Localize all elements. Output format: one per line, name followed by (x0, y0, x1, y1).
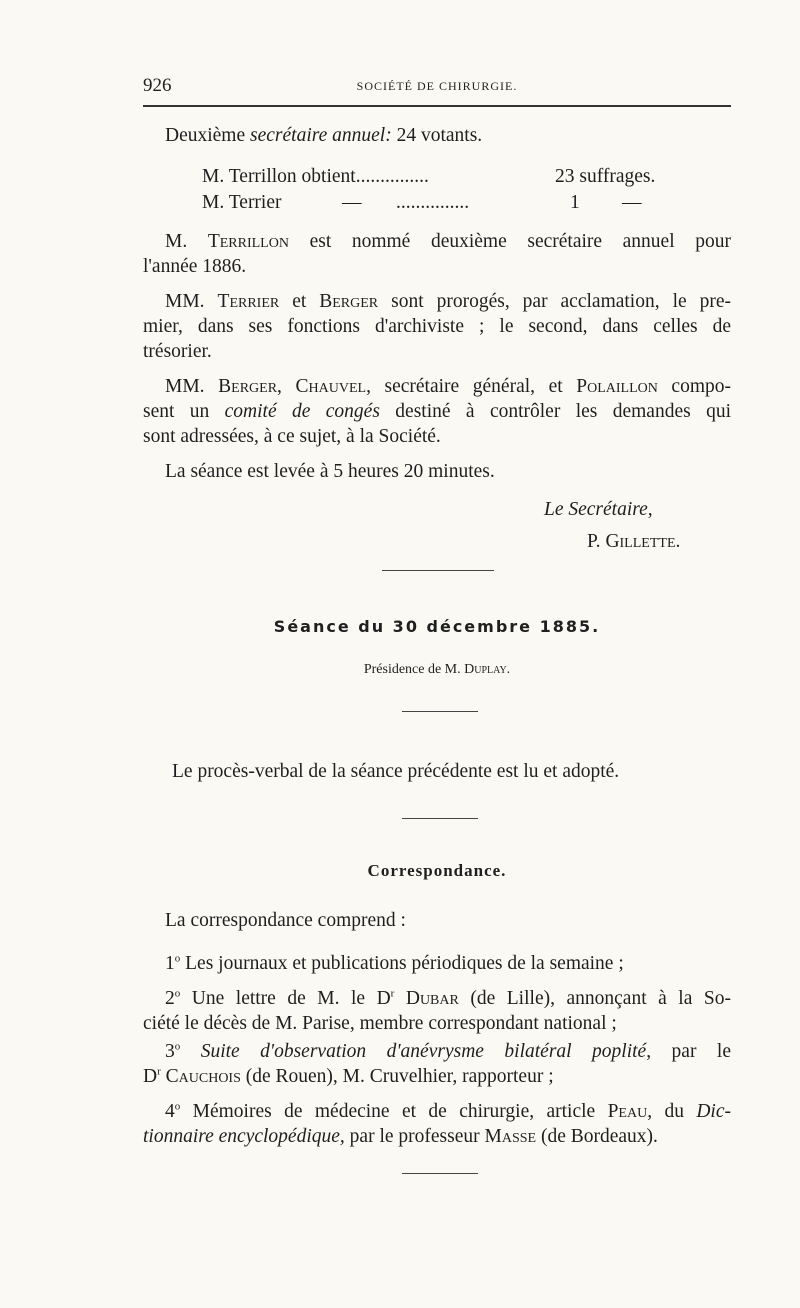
signature-name: P. Gillette. (587, 531, 681, 552)
page-number: 926 (143, 75, 172, 96)
end-rule (402, 1173, 478, 1174)
para3-line3: sont adressées, à ce sujet, à la Société. (143, 426, 441, 447)
session-title: Séance du 30 décembre 1885. (273, 617, 601, 636)
item-2-line1: 2$^o$ Une lettre de M. le $D^r$ Dubar (de Lille), annonçant à la So- (165, 987, 731, 1009)
vote-row-terrier-dots: ............... (396, 192, 470, 213)
closing-line: La séance est levée à 5 heures 20 minutes. (165, 461, 495, 482)
proces-verbal-line: Le procès-verbal de la séance précédente est lu et adopté. (172, 761, 620, 782)
running-title: SOCIÉTÉ DE CHIRURGIE. (356, 79, 518, 93)
vote-intro: Deuxième secrétaire annuel: 24 votants. (165, 125, 483, 146)
page-header (143, 75, 731, 99)
item-3-line2: $D^r$ Cauchois (de Rouen), M. Cruvelhier, rapporteur ; (143, 1065, 554, 1087)
item-4-line1: 4$^o$ Mémoires de médecine et de chirurgie, article Peau, du Dic- (165, 1100, 731, 1122)
correspondance-title: Correspondance. (367, 861, 507, 880)
item-1: 1$^o$ Les journaux et publications périodiques de la semaine ; (165, 952, 624, 974)
header-rule (143, 105, 731, 107)
separator-rule-2 (402, 711, 478, 712)
separator-rule-3 (402, 818, 478, 819)
vote-row-terrillon-name: M. Terrillon obtient............... (202, 166, 429, 187)
vote-row-terrier-name: M. Terrier (202, 192, 282, 213)
item-4-line2: tionnaire encyclopédique, par le professeur Masse (de Bordeaux). (143, 1126, 658, 1147)
para2-line2: mier, dans ses fonctions d'archiviste ; le second, dans celles de (143, 316, 731, 337)
para3-line2: sent un comité de congés destiné à contrôler les demandes qui (143, 401, 731, 422)
para2-line1: MM. Terrier et Berger sont prorogés, par acclamation, le pre- (165, 291, 731, 312)
signature-role: Le Secrétaire, (544, 499, 653, 520)
para1-line2: l'année 1886. (143, 256, 247, 277)
vote-row-terrier-ditto: — (622, 192, 642, 213)
para1-line1: M. Terrillon est nommé deuxième secrétaire annuel pour (165, 231, 731, 252)
vote-row-terrier-count: 1 (570, 192, 580, 213)
correspondance-intro: La correspondance comprend : (165, 910, 406, 931)
vote-row-terrillon-count: 23 suffrages. (555, 166, 656, 187)
item-3-line1: 3$^o$ Suite d'observation d'anévrysme bilatéral poplité, par le (165, 1040, 731, 1062)
item-2-line2: ciété le décès de M. Parise, membre correspondant national ; (143, 1013, 617, 1034)
para3-line1: MM. Berger, Chauvel, secrétaire général, et Polaillon compo- (165, 376, 731, 397)
para2-line3: trésorier. (143, 341, 212, 362)
presidence-line: Présidence de M. Duplay. (363, 662, 511, 677)
section-separator (382, 570, 494, 571)
vote-row-terrier-dash: — (342, 192, 362, 213)
